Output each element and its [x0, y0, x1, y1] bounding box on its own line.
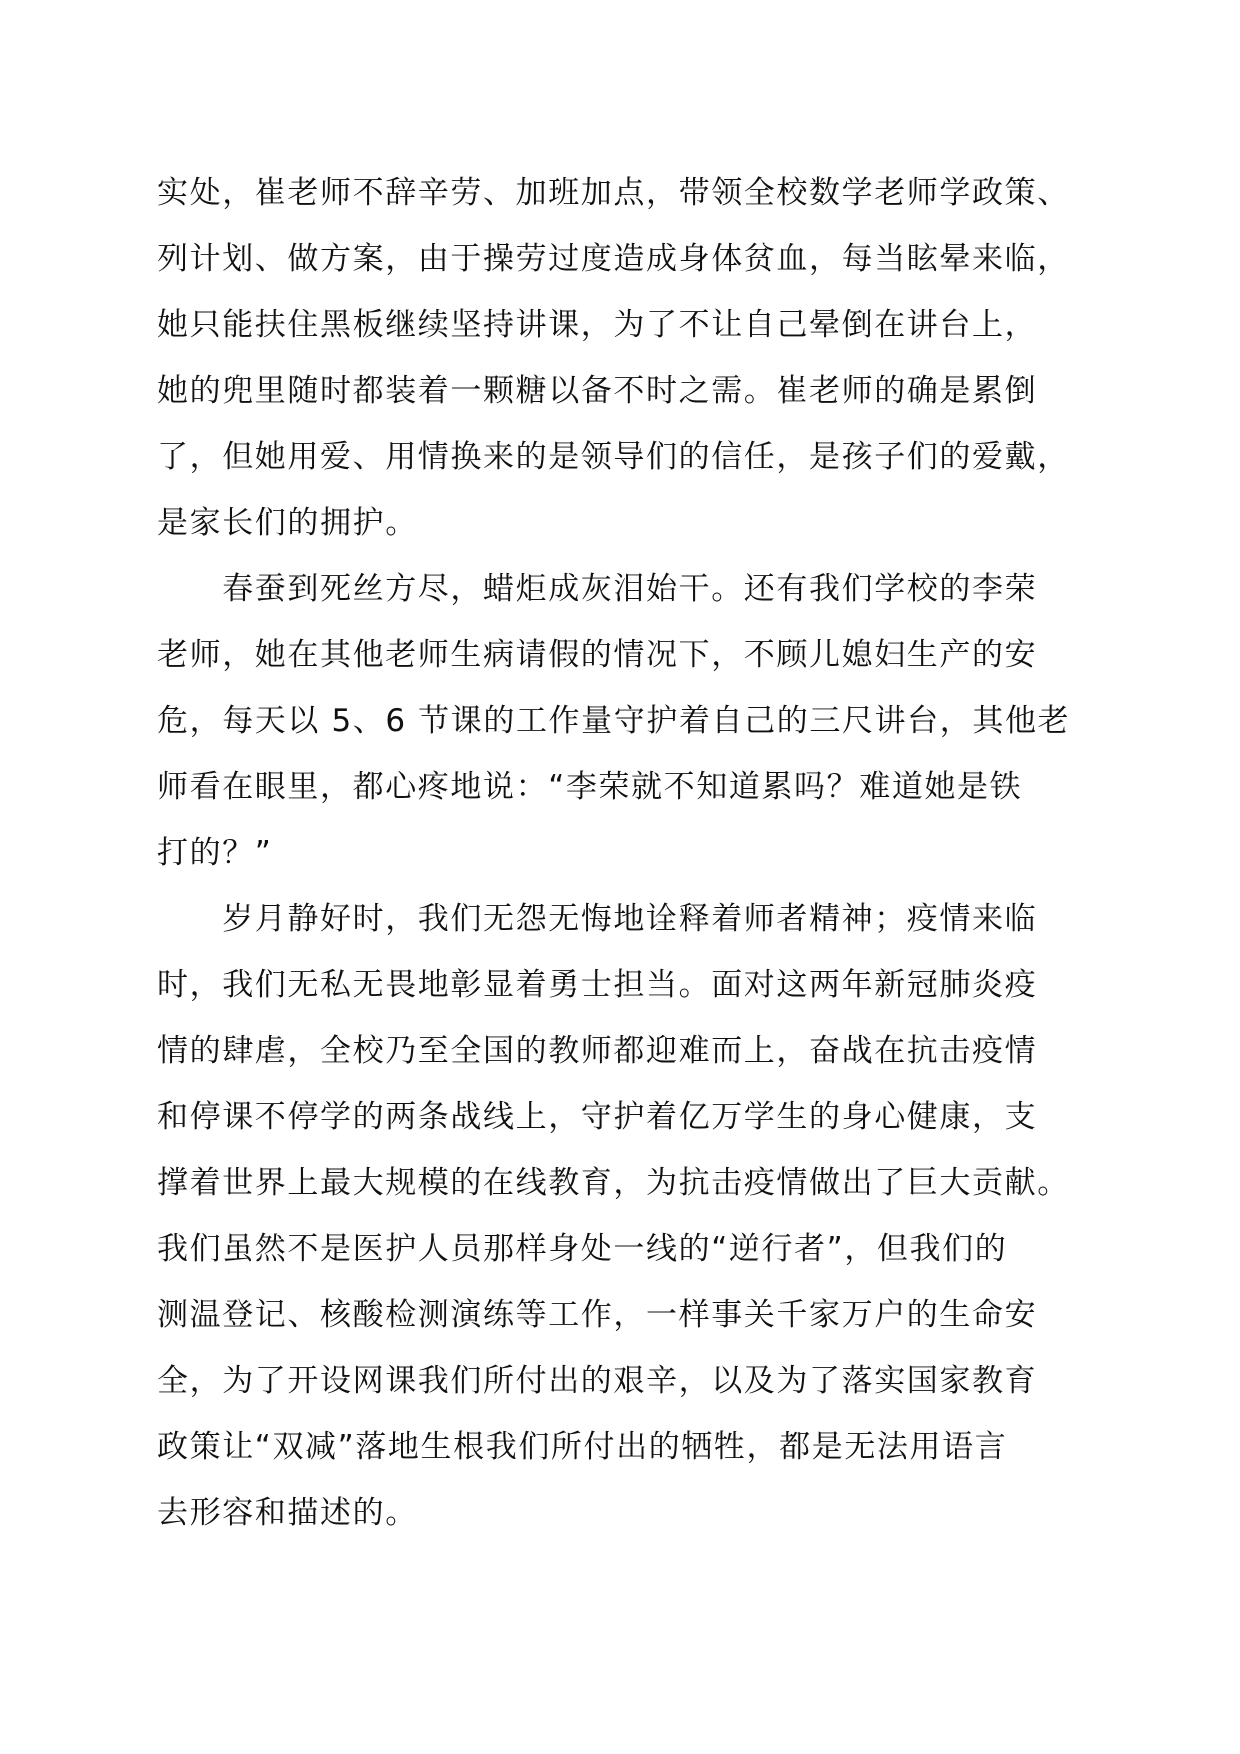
text-line-20: 政策让“双减”落地生根我们所付出的牺牲，都是无法用语言 [157, 1429, 1008, 1465]
text-line-2: 列计划、做方案，由于操劳过度造成身体贫血，每当眩晕来临， [157, 241, 1070, 277]
text-line-7: 春蚕到死丝方尽，蜡炬成灰泪始干。还有我们学校的李荣 [157, 571, 1038, 607]
text-line-17: 我们虽然不是医护人员那样身处一线的“逆行者”，但我们的 [157, 1231, 1008, 1267]
text-line-5: 了，但她用爱、用情换来的是领导们的信任，是孩子们的爱戴， [157, 439, 1070, 475]
text-line-8: 老师，她在其他老师生病请假的情况下，不顾儿媳妇生产的安 [157, 637, 1038, 673]
text-line-1: 实处，崔老师不辞辛劳、加班加点，带领全校数学老师学政策、 [157, 175, 1070, 211]
body-text [157, 160, 1097, 1546]
text-line-11: 打的？” [157, 835, 273, 871]
text-line-15: 和停课不停学的两条战线上，守护着亿万学生的身心健康，支 [157, 1099, 1038, 1135]
text-line-4: 她的兜里随时都装着一颗糖以备不时之需。崔老师的确是累倒 [157, 373, 1038, 409]
text-line-14: 情的肆虐，全校乃至全国的教师都迎难而上，奋战在抗击疫情 [157, 1033, 1038, 1069]
text-line-12: 岁月静好时，我们无怨无悔地诠释着师者精神；疫情来临 [157, 901, 1038, 937]
text-line-10: 师看在眼里，都心疼地说：“李荣就不知道累吗？难道她是铁 [157, 769, 1023, 805]
text-line-9: 危，每天以 5、6 节课的工作量守护着自己的三尺讲台，其他老 [157, 703, 1071, 739]
text-line-3: 她只能扶住黑板继续坚持讲课，为了不让自己晕倒在讲台上， [157, 307, 1038, 343]
text-line-6: 是家长们的拥护。 [157, 505, 418, 541]
text-line-16: 撑着世界上最大规模的在线教育，为抗击疫情做出了巨大贡献。 [157, 1165, 1070, 1201]
text-line-18: 测温登记、核酸检测演练等工作，一样事关千家万户的生命安 [157, 1297, 1038, 1333]
text-line-13: 时，我们无私无畏地彰显着勇士担当。面对这两年新冠肺炎疫 [157, 967, 1038, 1003]
text-line-19: 全，为了开设网课我们所付出的艰辛，以及为了落实国家教育 [157, 1363, 1038, 1399]
text-line-21: 去形容和描述的。 [157, 1495, 418, 1531]
